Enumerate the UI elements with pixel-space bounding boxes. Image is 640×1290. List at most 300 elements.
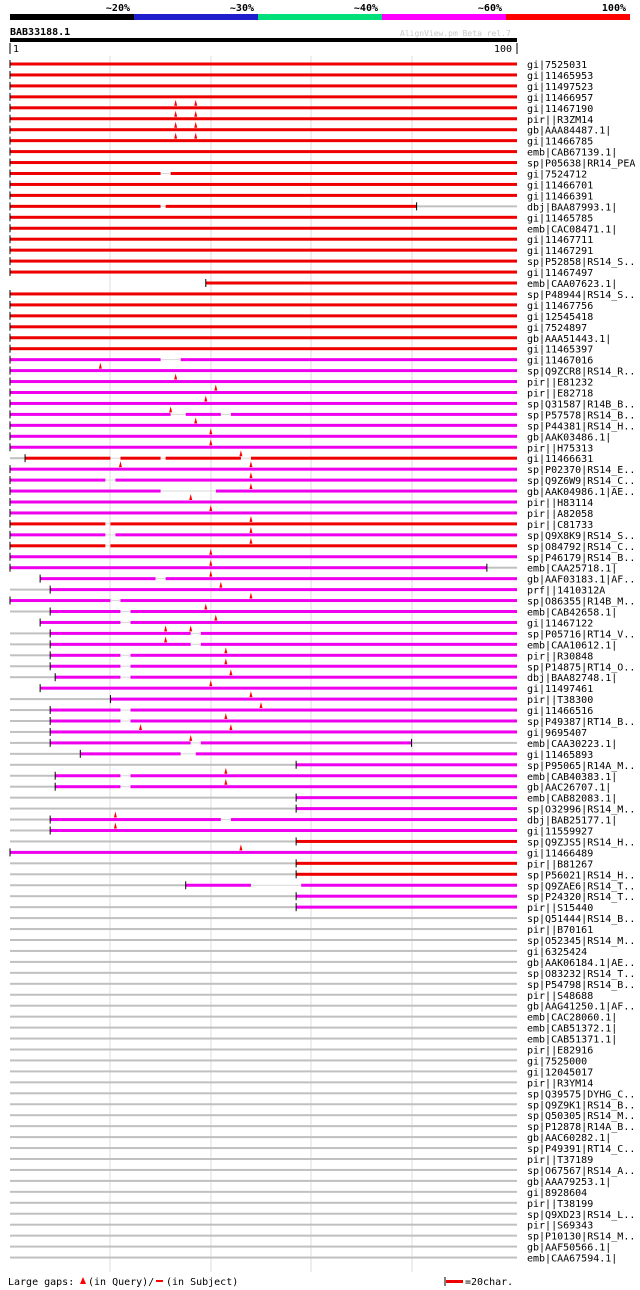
hit-label[interactable]: sp|P10130|RS14_M..	[527, 1231, 636, 1243]
hit-row[interactable]	[10, 1254, 617, 1265]
hit-label[interactable]: gi|8928604	[527, 1187, 588, 1199]
alignment-bar	[10, 983, 517, 985]
hit-label[interactable]: gi|11465893	[527, 749, 594, 761]
hit-label[interactable]: sp|P05638|RR14_PEA	[527, 158, 636, 170]
gap-in-query-marker	[164, 636, 167, 642]
hit-label[interactable]: pir||E82718	[527, 388, 594, 400]
gap-in-query-marker	[194, 133, 197, 139]
alignment-bar	[10, 227, 517, 230]
hit-row[interactable]	[10, 1100, 635, 1111]
hit-row[interactable]	[10, 881, 635, 892]
hit-label[interactable]: sp|P95065|R14A_M..	[527, 760, 636, 772]
hit-row[interactable]	[10, 323, 587, 334]
hit-label[interactable]: gi|11466489	[527, 848, 594, 860]
alignment-bar	[50, 709, 120, 712]
unaligned-segment	[10, 720, 50, 722]
hit-row[interactable]	[10, 859, 593, 870]
alignment-bar	[10, 972, 517, 974]
hit-row[interactable]	[10, 1111, 635, 1122]
hit-row[interactable]	[10, 794, 617, 805]
hit-row[interactable]	[10, 903, 593, 914]
gap-in-query-marker	[209, 439, 212, 445]
hit-label[interactable]: sp|Q9Z6W9|RS14_C..	[527, 476, 636, 488]
hit-label[interactable]: gb|AAK06184.1|AE..	[527, 957, 636, 969]
alignment-bar	[10, 84, 517, 87]
unaligned-segment	[10, 709, 50, 711]
hit-row[interactable]	[10, 312, 593, 323]
hit-label[interactable]: emb|CAA25718.1|	[527, 563, 618, 575]
gap-in-query-marker	[169, 406, 172, 412]
hit-row[interactable]	[10, 750, 593, 761]
hit-label[interactable]: sp|Q9X8K9|RS14_S..	[527, 530, 636, 542]
hit-row[interactable]	[10, 1232, 635, 1243]
hit-row[interactable]	[10, 1046, 593, 1057]
alignment-bar	[50, 654, 120, 657]
alignment-bar	[10, 917, 517, 919]
hit-row[interactable]	[10, 936, 635, 947]
alignment-bar	[120, 599, 517, 602]
alignment-bar	[231, 413, 517, 416]
hit-label[interactable]: sp|P52858|RS14_S..	[527, 257, 636, 269]
hit-row[interactable]	[10, 268, 593, 279]
alignment-bar	[10, 1224, 517, 1226]
hit-label[interactable]: sp|Q39575|DYHG_C..	[527, 1089, 636, 1101]
legend-in-subject: (in Subject)	[166, 1277, 239, 1288]
alignment-bar	[10, 1059, 517, 1061]
hit-row[interactable]	[10, 356, 593, 367]
hit-row[interactable]	[10, 1221, 593, 1232]
gap-in-query-marker	[99, 363, 102, 369]
hit-label[interactable]: gi|11467016	[527, 355, 594, 367]
hit-row[interactable]	[10, 1144, 635, 1155]
alignment-bar	[201, 741, 412, 744]
scale-sample-bar	[446, 1280, 463, 1283]
hit-label[interactable]: gi|7524712	[527, 169, 588, 181]
hit-row[interactable]	[10, 246, 593, 257]
alignment-bar	[10, 511, 517, 514]
alignment-bar	[166, 577, 517, 580]
hit-label[interactable]: gi|11467291	[527, 246, 594, 258]
alignment-bar	[10, 1147, 517, 1149]
hit-label[interactable]: gb|AAK04986.1|AE..	[527, 487, 636, 499]
hit-label[interactable]: gi|7525031	[527, 60, 588, 71]
hit-label[interactable]: gi|11466785	[527, 136, 594, 148]
alignment-bar	[10, 566, 487, 569]
alignment-bar	[206, 282, 517, 285]
hit-row[interactable]	[10, 1089, 635, 1100]
hit-label[interactable]: gb|AAF50566.1|	[527, 1242, 612, 1254]
alignment-bar	[10, 249, 517, 252]
gap-in-query-marker	[214, 385, 217, 391]
gap-in-query-marker	[174, 111, 177, 117]
hit-row[interactable]	[10, 213, 593, 224]
hit-row[interactable]	[10, 439, 593, 454]
alignment-bar	[10, 555, 517, 558]
hit-label[interactable]: dbj|BAB25177.1|	[527, 815, 618, 827]
hit-label[interactable]: sp|P54798|RS14_B..	[527, 979, 636, 991]
hit-label[interactable]: sp|O83232|RS14_T..	[527, 968, 636, 980]
hit-label[interactable]: gi|7524897	[527, 322, 588, 334]
gap-in-query-marker	[209, 560, 212, 566]
hit-row[interactable]	[10, 133, 593, 148]
hit-label[interactable]: prf||1410312A	[527, 585, 606, 597]
hit-row[interactable]	[10, 82, 593, 93]
alignment-bar	[10, 150, 517, 153]
hit-label[interactable]: pir||E82916	[527, 1045, 594, 1057]
hit-row[interactable]	[10, 191, 593, 202]
alignment-bar	[10, 1191, 517, 1193]
hit-label[interactable]: sp|O67567|RS14_A..	[527, 1165, 636, 1177]
hit-label[interactable]: gi|11559927	[527, 826, 594, 838]
hit-row[interactable]	[10, 450, 593, 465]
hit-row[interactable]	[10, 1024, 617, 1035]
unaligned-segment	[10, 764, 296, 766]
hit-label[interactable]: emb|CAB67139.1|	[527, 147, 618, 159]
hit-label[interactable]: dbj|BAA87993.1|	[527, 202, 618, 214]
alignment-bar	[296, 906, 517, 909]
alignment-bar	[10, 961, 517, 963]
unaligned-segment	[10, 862, 296, 864]
hit-row[interactable]	[10, 1013, 617, 1024]
hit-label[interactable]: pir||H75313	[527, 443, 594, 455]
alignment-bar	[186, 884, 251, 887]
alignment-bar	[55, 676, 120, 679]
hit-label[interactable]: gi|6325424	[527, 946, 588, 958]
alignment-bar	[10, 851, 517, 854]
gap-in-query-marker	[219, 582, 222, 588]
hit-label[interactable]: gi|12045017	[527, 1067, 594, 1079]
hit-label[interactable]: sp|P49391|RT14_C..	[527, 1144, 636, 1156]
hit-label[interactable]: gb|AAA79253.1|	[527, 1176, 612, 1188]
hit-row[interactable]	[10, 111, 593, 126]
identity-scale-segment	[10, 14, 134, 20]
alignment-bar	[201, 643, 517, 646]
hit-row[interactable]	[10, 180, 593, 191]
hit-label[interactable]: gb|AAA84487.1|	[527, 125, 612, 137]
alignment-bar	[10, 260, 517, 263]
hit-label[interactable]: gb|AAK03486.1|	[527, 432, 612, 444]
hit-row[interactable]	[10, 870, 635, 881]
hit-label[interactable]: emb|CAA67594.1|	[527, 1253, 618, 1265]
alignment-bar	[10, 95, 517, 98]
alignment-bar	[10, 1027, 517, 1029]
hit-row[interactable]	[10, 947, 587, 958]
hit-label[interactable]: sp|Q9Z9K1|RS14_B..	[527, 1100, 636, 1112]
identity-scale	[10, 3, 630, 20]
hit-row[interactable]	[10, 1155, 593, 1166]
hit-label[interactable]: sp|P56021|RS14_H..	[527, 870, 636, 882]
hit-label[interactable]: gi|11466631	[527, 454, 594, 466]
alignment-bar	[115, 479, 517, 482]
gap-in-query-marker	[189, 735, 192, 741]
hit-row[interactable]	[10, 691, 593, 706]
alignment-bar	[50, 643, 191, 646]
hit-row[interactable]	[10, 1210, 635, 1221]
alignment-bar	[130, 720, 517, 723]
hit-row[interactable]	[10, 505, 593, 520]
alignment-bar	[10, 501, 517, 504]
gap-in-query-marker	[114, 823, 117, 829]
hit-label[interactable]: sp|O84792|RS14_C..	[527, 541, 636, 553]
hit-label[interactable]: pir||R3YM14	[527, 1078, 594, 1090]
hit-row[interactable]	[10, 159, 635, 170]
legend-in-query: (in Query)/	[88, 1277, 155, 1288]
hit-row[interactable]	[10, 1199, 593, 1210]
hit-label[interactable]: sp|Q31587|R14B_B..	[527, 399, 636, 411]
hit-row[interactable]	[10, 385, 593, 400]
hit-row[interactable]	[10, 148, 617, 159]
identity-scale-segment	[382, 14, 506, 20]
hit-label[interactable]: gi|11467497	[527, 268, 594, 280]
hit-label[interactable]: sp|P46179|RS14_B..	[527, 552, 636, 564]
hit-label[interactable]: gi|11465397	[527, 344, 594, 356]
alignment-bar	[120, 457, 160, 460]
hit-row[interactable]	[10, 1078, 593, 1089]
hit-label[interactable]: emb|CAB51372.1|	[527, 1023, 618, 1035]
hit-label[interactable]: sp|P05716|RT14_V..	[527, 629, 636, 641]
hit-label[interactable]: gi|12545418	[527, 311, 594, 323]
hit-row[interactable]	[10, 224, 617, 235]
hit-row[interactable]	[10, 170, 587, 181]
unaligned-segment	[10, 786, 55, 788]
hit-label[interactable]: sp|Q9ZCR8|RS14_R..	[527, 366, 636, 378]
hit-label[interactable]: emb|CAC28060.1|	[527, 1012, 618, 1024]
alignment-bar	[166, 457, 241, 460]
hit-label[interactable]: gb|AAF03183.1|AF..	[527, 574, 636, 586]
gap-in-query-marker	[229, 669, 232, 675]
hit-label[interactable]: sp|Q9ZJS5|RS14_H..	[527, 837, 636, 849]
unaligned-segment	[10, 589, 50, 591]
hit-row[interactable]	[10, 345, 593, 356]
unaligned-segment	[10, 731, 50, 733]
unaligned-segment	[10, 665, 50, 667]
hit-row[interactable]	[10, 290, 635, 301]
hit-label[interactable]: sp|P12878|R14A_B..	[527, 1122, 636, 1134]
hit-row[interactable]	[10, 1002, 635, 1013]
gap-in-query-marker	[194, 111, 197, 117]
alignment-bar	[296, 840, 517, 843]
gap-in-query-marker	[239, 450, 242, 456]
alignment-bar	[10, 413, 171, 416]
gap-in-query-marker	[174, 374, 177, 380]
gap-in-query-marker	[194, 122, 197, 128]
hit-row[interactable]	[10, 892, 635, 903]
alignment-bar	[10, 490, 161, 493]
hit-row[interactable]	[10, 93, 593, 104]
hit-row[interactable]	[10, 969, 635, 980]
gap-in-query-marker	[214, 614, 217, 620]
gap-in-query-marker	[249, 691, 252, 697]
hit-row[interactable]	[10, 516, 593, 531]
unaligned-segment	[10, 840, 296, 842]
hit-label[interactable]: dbj|BAA82748.1|	[527, 673, 618, 685]
hit-label[interactable]: sp|P49387|RT14_B..	[527, 717, 636, 728]
hit-label[interactable]: gb|AAC60282.1|	[527, 1133, 612, 1145]
hit-label[interactable]: gi|7525000	[527, 1056, 588, 1068]
hit-label[interactable]: gi|11467122	[527, 618, 594, 630]
alignment-bar	[10, 369, 517, 372]
hit-label[interactable]: gi|11497461	[527, 684, 594, 696]
hit-label[interactable]: gi|11466391	[527, 191, 594, 203]
hit-label[interactable]: gi|11466701	[527, 180, 594, 192]
hit-row[interactable]	[10, 1122, 635, 1133]
unaligned-segment	[10, 457, 25, 459]
alignment-bar	[50, 829, 517, 832]
hit-label[interactable]: sp|P44381|RS14_H..	[527, 421, 636, 433]
gap-in-query-marker	[224, 658, 227, 664]
alignment-bar	[10, 402, 517, 405]
gap-in-query-marker	[119, 461, 122, 467]
hit-label[interactable]: gi|11497523	[527, 81, 594, 93]
alignment-bar	[55, 785, 120, 788]
alignment-bar	[10, 1049, 517, 1051]
hit-label[interactable]: pir||T38199	[527, 1198, 594, 1210]
alignment-bar	[301, 884, 517, 887]
hit-label[interactable]: gi|9695407	[527, 727, 588, 739]
hit-label[interactable]: gb|AAA51443.1|	[527, 333, 612, 345]
hit-label[interactable]: emb|CAA30223.1|	[527, 738, 618, 750]
alignment-bar	[50, 588, 517, 591]
hit-row[interactable]	[10, 1166, 635, 1177]
hit-row[interactable]	[10, 1067, 593, 1078]
alignment-bar	[10, 1213, 517, 1215]
alignment-bar	[80, 752, 180, 755]
hit-label[interactable]: pir||S69343	[527, 1220, 594, 1232]
hit-label[interactable]: sp|Q9XD23|RS14_L..	[527, 1209, 636, 1221]
hit-row[interactable]	[10, 805, 635, 816]
unaligned-segment	[10, 830, 50, 832]
hit-label[interactable]: pir||B70161	[527, 925, 594, 937]
hit-label[interactable]: sp|Q50305|RS14_M..	[527, 1111, 636, 1123]
hit-row[interactable]	[10, 724, 587, 739]
hit-row[interactable]	[10, 60, 587, 71]
hit-label[interactable]: sp|O32996|RS14_M..	[527, 804, 636, 816]
gap-in-query-marker	[224, 779, 227, 785]
hit-row[interactable]	[10, 914, 635, 925]
hit-label[interactable]: pir||T38300	[527, 695, 594, 707]
hit-label[interactable]: gi|11467711	[527, 235, 594, 247]
hit-row[interactable]	[10, 1035, 617, 1046]
hit-label[interactable]: pir||A82058	[527, 508, 594, 520]
gap-in-query-marker	[174, 133, 177, 139]
hit-row[interactable]	[40, 614, 593, 629]
gap-in-query-marker	[164, 625, 167, 631]
ruler-end-label: 100	[494, 44, 513, 55]
hit-label[interactable]: pir||R3ZM14	[527, 114, 594, 126]
alignment-bar	[10, 1114, 517, 1116]
hit-label[interactable]: pir||C81733	[527, 519, 594, 531]
hit-row[interactable]	[10, 837, 635, 848]
hit-label[interactable]: gi|11465785	[527, 213, 594, 225]
hit-label[interactable]: emb|CAB51371.1|	[527, 1034, 618, 1046]
hit-row[interactable]	[10, 1056, 587, 1067]
alignment-bar	[296, 862, 517, 865]
hit-row[interactable]	[10, 71, 593, 82]
hit-label[interactable]: emb|CAC08471.1|	[527, 224, 618, 236]
hit-row[interactable]	[10, 582, 605, 597]
alignment-bar	[10, 468, 517, 471]
alignment-bar	[10, 599, 110, 602]
hit-label[interactable]: sp|P48944|RS14_S..	[527, 289, 636, 301]
hit-label[interactable]: sp|P24320|RS14_T..	[527, 892, 636, 904]
hit-label[interactable]: gi|11467756	[527, 300, 594, 312]
hit-label[interactable]: gi|11467190	[527, 103, 594, 115]
alignment-bar	[10, 117, 517, 120]
hit-label[interactable]: sp|Q51444|RS14_B..	[527, 914, 636, 926]
gap-in-query-marker	[209, 428, 212, 434]
hit-row[interactable]	[10, 301, 593, 312]
hit-label[interactable]: gi|11466957	[527, 92, 594, 104]
hit-row[interactable]	[10, 823, 593, 838]
hit-label[interactable]: sp|O52345|RS14_M..	[527, 936, 636, 947]
hit-row[interactable]	[10, 1188, 587, 1199]
hit-label[interactable]: emb|CAB40383.1|	[527, 771, 618, 783]
hit-label[interactable]: sp|P57578|RS14_B..	[527, 410, 636, 422]
hit-label[interactable]: gb|AAC26707.1|	[527, 782, 612, 794]
alignment-bar	[110, 544, 517, 547]
hit-row[interactable]	[10, 235, 593, 246]
hit-row[interactable]	[10, 257, 635, 268]
hit-row[interactable]	[10, 844, 593, 859]
hit-label[interactable]: pir||S15440	[527, 903, 594, 915]
hit-row[interactable]	[40, 680, 593, 695]
alignment-bar	[10, 1180, 517, 1182]
hit-label[interactable]: emb|CAA07623.1|	[527, 279, 618, 290]
hit-row[interactable]	[10, 202, 617, 213]
hit-row[interactable]	[10, 100, 593, 115]
alignment-bar	[10, 172, 161, 175]
hit-row[interactable]	[10, 374, 593, 389]
hit-label[interactable]: gb|AAG41250.1|AF..	[527, 1001, 636, 1013]
alignment-bar	[10, 139, 517, 142]
alignment-bar	[10, 380, 517, 383]
hit-label[interactable]: pir||H83114	[527, 498, 594, 509]
hit-row[interactable]	[10, 702, 593, 717]
hit-row[interactable]	[10, 761, 635, 772]
gap-in-query-marker	[189, 494, 192, 500]
hit-row[interactable]	[10, 925, 593, 936]
hit-label[interactable]: sp|P02370|RS14_E..	[527, 465, 636, 477]
hit-label[interactable]: pir||S48688	[527, 990, 594, 1002]
hit-label[interactable]: pir||E81232	[527, 377, 594, 389]
hit-label[interactable]: gi|11465953	[527, 70, 594, 82]
alignment-bar	[10, 1016, 517, 1018]
alignment-bar	[10, 1169, 517, 1171]
alignment-bar	[40, 577, 155, 580]
hit-label[interactable]: sp|P14875|RT14_O..	[527, 662, 636, 674]
hit-label[interactable]: sp|O86355|R14B_M..	[527, 596, 636, 608]
hit-label[interactable]: pir||R30848	[527, 651, 594, 663]
alignment-bar	[10, 347, 517, 350]
hit-row[interactable]	[10, 647, 593, 662]
hit-label[interactable]: pir||B81267	[527, 859, 594, 871]
alignment-bar	[10, 128, 517, 131]
alignment-bar	[10, 479, 105, 482]
hit-row[interactable]	[10, 991, 593, 1002]
hit-label[interactable]: sp|Q9ZAE6|RS14_T..	[527, 881, 636, 893]
hit-label[interactable]: pir||T37189	[527, 1155, 594, 1166]
hit-row[interactable]	[10, 494, 593, 509]
alignment-bar	[10, 336, 517, 339]
hit-row[interactable]	[10, 958, 635, 969]
legend-large-gaps: Large gaps:	[8, 1277, 75, 1288]
hit-label[interactable]: emb|CAA10612.1|	[527, 640, 618, 652]
identity-scale-segment	[506, 14, 630, 20]
hit-label[interactable]: emb|CAB82083.1|	[527, 793, 618, 805]
hit-row[interactable]	[10, 980, 635, 991]
hit-label[interactable]: gi|11466516	[527, 706, 594, 718]
hit-label[interactable]: emb|CAB42658.1|	[527, 607, 618, 619]
